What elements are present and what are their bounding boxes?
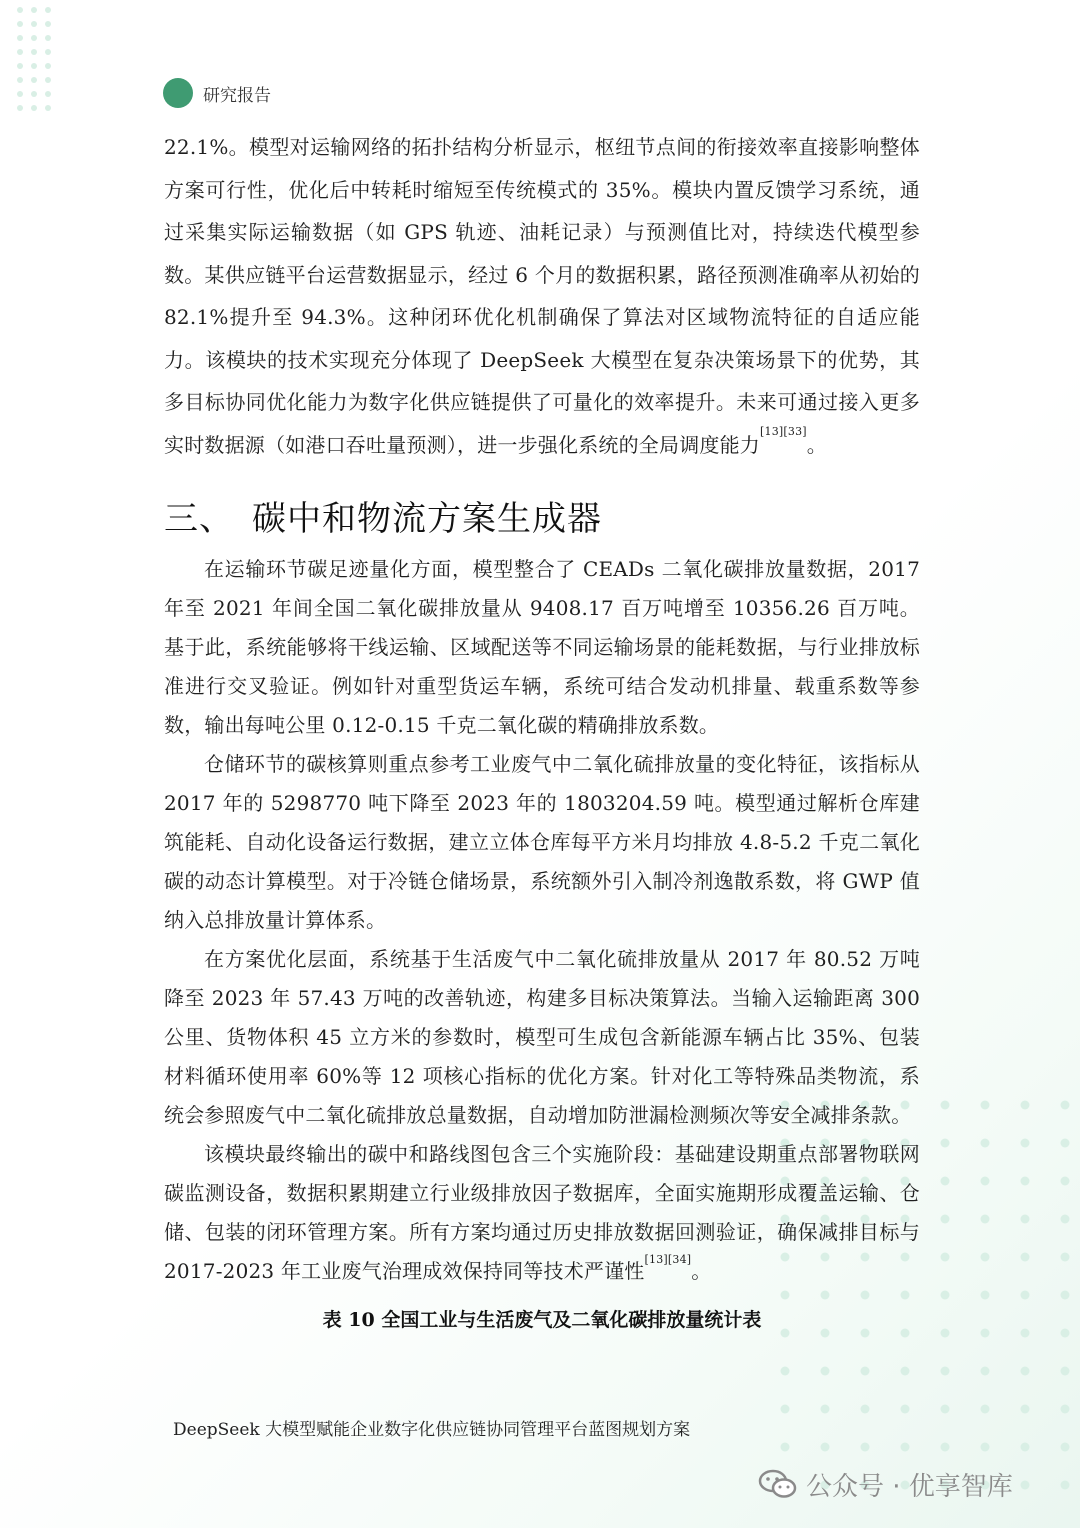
decorative-dot	[1021, 1139, 1030, 1148]
decorative-dot	[1061, 1405, 1070, 1414]
decorative-dot	[17, 91, 23, 97]
decorative-dot	[941, 1253, 950, 1262]
paragraph-continued	[164, 126, 920, 466]
decorative-dot	[1021, 1291, 1030, 1300]
decorative-dot	[1061, 1177, 1070, 1186]
decorative-dot	[981, 1177, 990, 1186]
decorative-dot	[1021, 1101, 1030, 1110]
decorative-dot	[901, 1405, 910, 1414]
decorative-dot	[31, 7, 37, 13]
paragraph-warehouse: 仓储环节的碳核算则重点参考工业废气中二氧化硫排放量的变化特征，该指标从 2017 年的 5298770 吨下降至 2023 年的 1803204.59 吨。模型通过解析仓库建筑能耗、自动化设备运行数据，建立立体仓库每平方米月均排放 4.8-5.2 千克二氧化碳的动态计算模型。对于冷链仓储场景，系统额外引入制冷剂逸散系数，将 GWP 值纳入总排放量计算体系。	[164, 752, 920, 932]
decorative-dot	[941, 1405, 950, 1414]
decorative-dot	[31, 21, 37, 27]
decorative-dot	[31, 49, 37, 55]
decorative-dot	[861, 1405, 870, 1414]
decorative-dot	[981, 1291, 990, 1300]
decorative-dot	[861, 1443, 870, 1452]
decorative-dot	[861, 1367, 870, 1376]
watermark-text: 公众号 · 优享智库	[806, 1471, 1013, 1502]
decorative-dot	[45, 77, 51, 83]
decorative-dot	[45, 63, 51, 69]
paragraph-transport: 在运输环节碳足迹量化方面，模型整合了 CEADs 二氧化碳排放量数据，2017 年至 2021 年间全国二氧化碳排放量从 9408.17 百万吨增至 10356.26 百万吨。基于此，系统能够将干线运输、区域配送等不同运输场景的能耗数据，与行业排放标准进行交叉验证。例如针对重型货运车辆，系统可结合发动机排量、载重系数等参数，输出每吨公里 0.12-0.15 千克二氧化碳的精确排放系数。	[164, 557, 920, 737]
decorative-dot	[17, 7, 23, 13]
decorative-dot	[1021, 1481, 1030, 1490]
paragraph-continued-text: 22.1%。模型对运输网络的拓扑结构分析显示，枢纽节点间的衔接效率直接影响整体方案可行性，优化后中转耗时缩短至传统模式的 35%。模块内置反馈学习系统，通过采集实际运输数据（如 GPS 轨迹、油耗记录）与预测值比对，持续迭代模型参数。某供应链平台运营数据显示，经过 6 个月的数据积累，路径预测准确率从初始的 82.1%提升至 94.3%。这种闭环优化机制确保了算法对区域物流特征的自适应能力。该模块的技术实现充分体现了 DeepSeek 大模型在复杂决策场景下的优势，其多目标协同优化能力为数字化供应链提供了可量化的效率提升。未来可通过接入更多实时数据源（如港口吞吐量预测），进一步强化系统的全局调度能力	[164, 135, 920, 457]
decorative-dot	[941, 1215, 950, 1224]
decorative-dot	[981, 1367, 990, 1376]
decorative-dot	[45, 7, 51, 13]
decorative-dot	[1061, 1101, 1070, 1110]
citation-ref: [13][33]	[760, 424, 807, 438]
decorative-dot	[981, 1101, 990, 1110]
decorative-dot	[901, 1443, 910, 1452]
decorative-dot	[781, 1367, 790, 1376]
decorative-dot	[901, 1367, 910, 1376]
decorative-dot	[1021, 1405, 1030, 1414]
decorative-dot	[1021, 1443, 1030, 1452]
wechat-icon	[758, 1468, 798, 1500]
decorative-dot	[1061, 1443, 1070, 1452]
decorative-dot	[821, 1367, 830, 1376]
paragraph-end-mark: 。	[806, 432, 827, 457]
decorative-dot	[1061, 1291, 1070, 1300]
decorative-dot	[981, 1405, 990, 1414]
decorative-dot	[941, 1139, 950, 1148]
decorative-dot	[1021, 1329, 1030, 1338]
footer-title: DeepSeek 大模型赋能企业数字化供应链协同管理平台蓝图规划方案	[173, 1420, 691, 1440]
decorative-dot	[17, 35, 23, 41]
decorative-dot	[1061, 1139, 1070, 1148]
decorative-dot	[941, 1177, 950, 1186]
decorative-dot	[45, 35, 51, 41]
decorative-dot	[941, 1329, 950, 1338]
decorative-dot	[1021, 1367, 1030, 1376]
decorative-dot	[981, 1215, 990, 1224]
decorative-dot	[1061, 1481, 1070, 1490]
decorative-dot	[941, 1367, 950, 1376]
decorative-dot	[1061, 1329, 1070, 1338]
decorative-dot	[17, 77, 23, 83]
decorative-dot	[941, 1291, 950, 1300]
watermark	[758, 1462, 1013, 1506]
decorative-dot	[1021, 1177, 1030, 1186]
decorative-dot	[17, 63, 23, 69]
decorative-dot	[781, 1405, 790, 1414]
decorative-dot	[1021, 1215, 1030, 1224]
page-header	[163, 76, 271, 110]
decorative-dot	[981, 1253, 990, 1262]
decorative-dot	[981, 1443, 990, 1452]
decorative-dot	[17, 105, 23, 111]
table-caption: 表 10 全国工业与生活废气及二氧化碳排放量统计表	[322, 1309, 762, 1331]
decorative-dot	[1061, 1367, 1070, 1376]
decorative-dot	[31, 35, 37, 41]
decorative-dot	[45, 105, 51, 111]
decorative-dot	[981, 1329, 990, 1338]
header-badge-icon	[163, 78, 193, 108]
decorative-dot	[1021, 1253, 1030, 1262]
decorative-dot	[17, 49, 23, 55]
main-content	[164, 126, 920, 1332]
decorative-dot	[31, 105, 37, 111]
citation-ref: [13][34]	[644, 1253, 692, 1266]
decorative-dot	[31, 77, 37, 83]
decorative-dot	[821, 1405, 830, 1414]
header-label: 研究报告	[203, 85, 271, 106]
section-title: 碳中和物流方案生成器	[252, 498, 602, 539]
decorative-dot	[1061, 1215, 1070, 1224]
decorative-dot	[45, 91, 51, 97]
paragraph-roadmap	[164, 1135, 920, 1291]
paragraph-end-mark: 。	[691, 1259, 712, 1283]
decorative-dot	[941, 1101, 950, 1110]
decorative-dot	[1061, 1253, 1070, 1262]
decorative-dot	[31, 91, 37, 97]
decorative-dot	[45, 49, 51, 55]
decorative-dot	[17, 21, 23, 27]
decorative-dot	[981, 1139, 990, 1148]
section-number: 三、	[164, 498, 234, 539]
decorative-dot	[781, 1443, 790, 1452]
paragraph-optimization: 在方案优化层面，系统基于生活废气中二氧化硫排放量从 2017 年 80.52 万吨降至 2023 年 57.43 万吨的改善轨迹，构建多目标决策算法。当输入运输距离 300 公里、货物体积 45 立方米的参数时，模型可生成包含新能源车辆占比 35%、包装材料循环使用率 60%等 12 项核心指标的优化方案。针对化工等特殊品类物流，系统会参照废气中二氧化硫排放总量数据，自动增加防泄漏检测频次等安全减排条款。	[164, 947, 920, 1127]
paragraph-roadmap-text: 该模块最终输出的碳中和路线图包含三个实施阶段：基础建设期重点部署物联网碳监测设备，数据积累期建立行业级排放因子数据库，全面实施期形成覆盖运输、仓储、包装的闭环管理方案。所有方案均通过历史排放数据回测验证，确保减排目标与 2017-2023 年工业废气治理成效保持同等技术严谨性	[164, 1142, 920, 1283]
decorative-dot	[31, 63, 37, 69]
decorative-dot	[941, 1443, 950, 1452]
section-heading	[164, 490, 920, 540]
decorative-dot	[45, 21, 51, 27]
decorative-dot	[821, 1443, 830, 1452]
